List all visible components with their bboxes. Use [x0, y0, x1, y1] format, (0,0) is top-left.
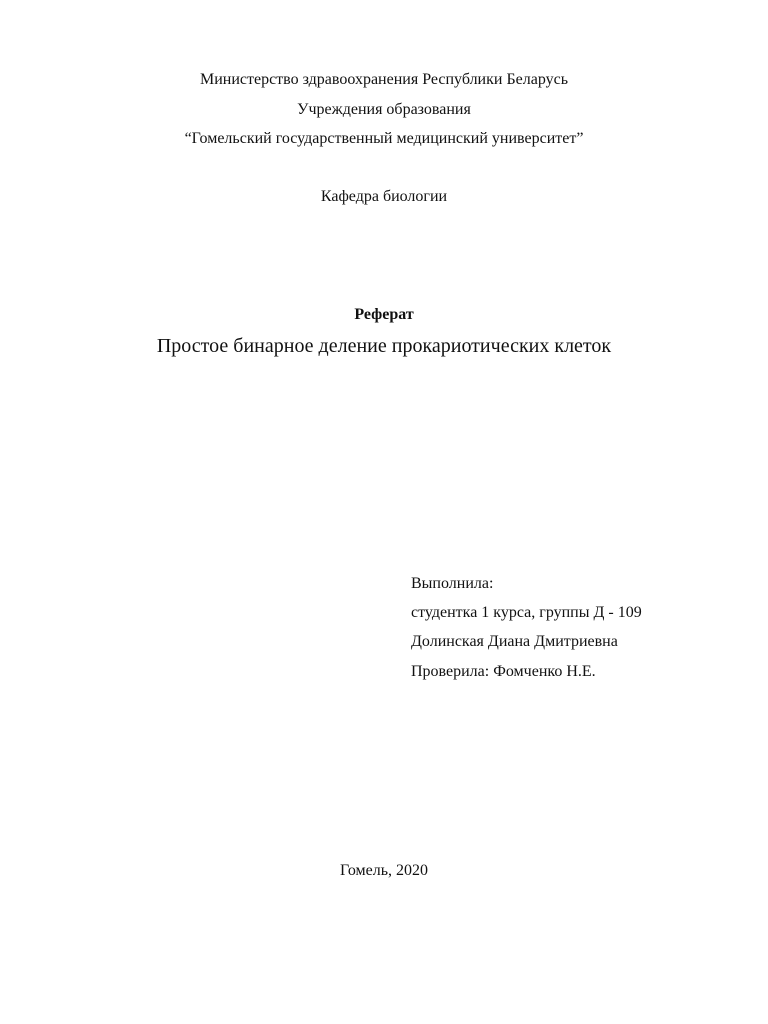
student-name: Долинская Диана Дмитриевна — [411, 633, 618, 650]
document-title: Простое бинарное деление прокариотических клеток — [156, 335, 612, 357]
completed-by-label: Выполнила: — [411, 575, 494, 592]
department-name: Кафедра биологии — [320, 188, 448, 205]
document-type-heading: Реферат — [354, 306, 414, 323]
institution-type-line: Учреждения образования — [297, 101, 471, 118]
university-name: “Гомельский государственный медицинский университет” — [184, 130, 584, 147]
ministry-line: Министерство здравоохранения Республики Беларусь — [199, 71, 569, 88]
city-year: Гомель, 2020 — [339, 862, 429, 879]
checked-by: Проверила: Фомченко Н.Е. — [411, 663, 596, 680]
student-info: студентка 1 курса, группы Д - 109 — [411, 604, 642, 621]
